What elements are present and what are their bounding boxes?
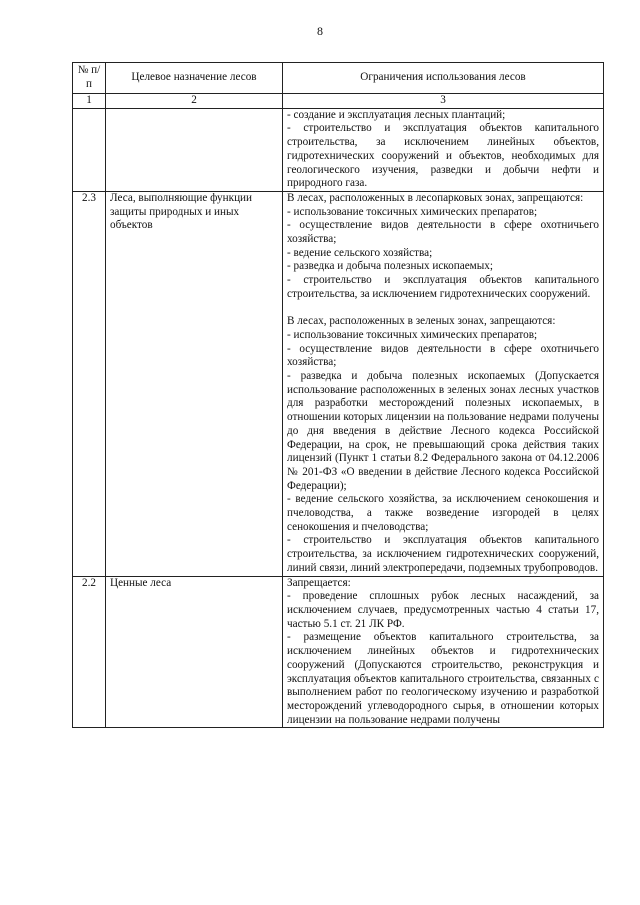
row-purpose: Ценные леса <box>106 576 283 728</box>
row-restrictions <box>283 576 604 728</box>
column-number: 2 <box>106 94 283 109</box>
table-row <box>73 576 604 728</box>
restriction-line: - строительство и эксплуатация объектов капитального строительства, за исключением гидротехнических сооружений, линий связи, линий электропередачи, подземных трубопроводов. <box>287 534 599 574</box>
paragraph-gap <box>287 302 599 316</box>
restriction-line: - осуществление видов деятельности в сфере охотничьего хозяйства; <box>287 219 599 246</box>
restriction-line: В лесах, расположенных в зеленых зонах, запрещаются: <box>287 315 556 328</box>
restriction-line: - ведение сельского хозяйства; <box>287 246 433 259</box>
restriction-line: - размещение объектов капитального строительства, за исключением линейных объектов и гидротехнических сооружений (Допускаются строительство, реконструкция и эксплуатация объектов капитального строительства, связанных с выполнением работ по геологическому изучению и разработкой месторождений углеводородного сырья, в отношении которых лицензии на пользование недрами получены <box>287 631 599 726</box>
page-number: 8 <box>317 24 323 38</box>
restriction-line: - использование токсичных химических препаратов; <box>287 205 538 218</box>
restriction-line: - разведка и добыча полезных ископаемых; <box>287 260 493 273</box>
restriction-line: - ведение сельского хозяйства, за исключением сенокошения и пчеловодства, а также возведение изгородей в целях сенокошения и пчеловодства; <box>287 493 599 533</box>
table-row <box>73 108 604 191</box>
row-restrictions <box>283 191 604 576</box>
restriction-line: - осуществление видов деятельности в сфере охотничьего хозяйства; <box>287 342 599 369</box>
column-number-row <box>73 94 604 109</box>
header-purpose: Целевое назначение лесов <box>106 63 283 94</box>
row-num: 2.3 <box>73 191 106 576</box>
table-header-row <box>73 63 604 94</box>
restriction-line: - строительство и эксплуатация объектов капитального строительства, за исключением линейных объектов, гидротехнических сооружений и объектов, необходимых для геологического изучения, разведки и добычи нефти и природного газа. <box>287 122 599 190</box>
row-purpose: Леса, выполняющие функции защиты природных и иных объектов <box>106 191 283 576</box>
forest-restrictions-table <box>72 62 604 728</box>
restriction-line: - строительство и эксплуатация объектов капитального строительства, за исключением гидротехнических сооружений. <box>287 274 599 300</box>
row-num <box>73 108 106 191</box>
restriction-line: - проведение сплошных рубок лесных насаждений, за исключением случаев, предусмотренных частью 4 статьи 17, частью 5.1 ст. 21 ЛК РФ. <box>287 590 599 630</box>
row-num: 2.2 <box>73 576 106 728</box>
column-number: 1 <box>73 94 106 109</box>
restriction-line: - разведка и добыча полезных ископаемых (Допускается использование расположенных в зеленых зонах лесных участков для разработки месторождений полезных ископаемых, в отношении которых лицензии на пользование недрами получены до дня введения в действие Лесного кодекса Российской Федерации, на срок, не превышающий срока действия таких лицензий (Пункт 1 статьи 8.2 Федерального закона от 04.12.2006 № 201-ФЗ «О введении в действие Лесного кодекса Российской Федерации); <box>287 370 599 492</box>
restriction-line: - использование токсичных химических препаратов; <box>287 328 538 341</box>
header-restrictions: Ограничения использования лесов <box>283 63 604 94</box>
column-number: 3 <box>283 94 604 109</box>
row-restrictions <box>283 108 604 191</box>
restriction-line: - создание и эксплуатация лесных плантаций; <box>287 108 506 121</box>
row-purpose <box>106 108 283 191</box>
header-num: № п/п <box>73 63 106 94</box>
restriction-line: В лесах, расположенных в лесопарковых зонах, запрещаются: <box>287 191 584 204</box>
table-row <box>73 191 604 576</box>
restriction-line: Запрещается: <box>287 576 351 589</box>
